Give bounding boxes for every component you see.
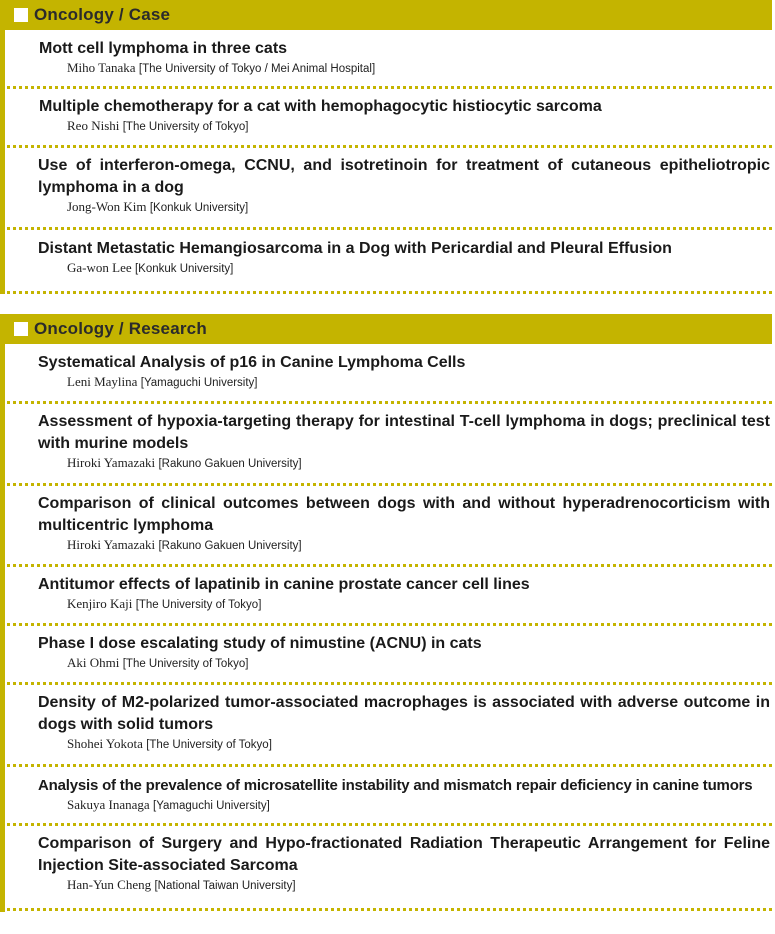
author-affiliation: [Yamaguchi University] [153, 800, 270, 812]
entry-author [38, 374, 772, 391]
author-affiliation: [Yamaguchi University] [140, 377, 258, 389]
author-affiliation: [Konkuk University] [134, 263, 234, 275]
author-name: Miho Tanaka [67, 60, 136, 75]
author-name: Ga-won Lee [67, 260, 132, 275]
section-header [0, 314, 772, 344]
square-icon [14, 322, 28, 336]
author-affiliation: [The University of Tokyo] [135, 599, 262, 611]
entry-author [38, 199, 772, 216]
entry-title: Systematical Analysis of p16 in Canine Lymphoma Cells [38, 354, 466, 371]
entry-author [38, 736, 772, 753]
entry-author [38, 655, 772, 672]
author-name: Reo Nishi [67, 118, 120, 133]
list-item [5, 30, 772, 89]
entry-title: Use of interferon-omega, CCNU, and isotretinoin for treatment of cutaneous epitheliotropic lymphoma in a dog [38, 157, 770, 196]
entry-title: Assessment of hypoxia-targeting therapy for intestinal T-cell lymphoma in dogs; preclinical test with murine models [38, 413, 770, 452]
list-item [5, 404, 772, 486]
author-affiliation: [National Taiwan University] [154, 880, 296, 892]
list-item [5, 626, 772, 685]
entry-title: Phase I dose escalating study of nimustine (ACNU) in cats [38, 635, 482, 652]
list-item [5, 344, 772, 404]
author-affiliation: [The University of Tokyo] [122, 121, 249, 133]
section-oncology-research [0, 314, 772, 912]
author-affiliation: [The University of Tokyo / Mei Animal Hospital] [138, 63, 376, 75]
list-item [5, 89, 772, 148]
section-oncology-case [0, 0, 772, 294]
entry-title: Density of M2-polarized tumor-associated macrophages is associated with adverse outcome in dogs with solid tumors [38, 694, 770, 733]
entry-title: Distant Metastatic Hemangiosarcoma in a Dog with Pericardial and Pleural Effusion [38, 240, 672, 257]
author-name: Sakuya Inanaga [67, 797, 150, 812]
entry-title: Comparison of Surgery and Hypo-fractionated Radiation Therapeutic Arrangement for Feline Injection Site-associated Sarcoma [38, 835, 770, 874]
entry-author [38, 537, 772, 554]
section-header [0, 0, 772, 30]
entry-author [38, 596, 772, 613]
entry-author [38, 877, 772, 894]
author-name: Jong-Won Kim [67, 199, 147, 214]
entry-title: Analysis of the prevalence of microsatellite instability and mismatch repair deficiency in canine tumors [38, 777, 753, 794]
entry-author [38, 60, 772, 77]
author-name: Han-Yun Cheng [67, 877, 152, 892]
list-item [5, 767, 772, 826]
author-affiliation: [Rakuno Gakuen University] [158, 540, 302, 552]
list-item [5, 230, 772, 294]
author-name: Aki Ohmi [67, 655, 120, 670]
entry-author [38, 797, 772, 814]
list-item [5, 685, 772, 767]
author-name: Hiroki Yamazaki [67, 537, 156, 552]
author-name: Hiroki Yamazaki [67, 455, 156, 470]
entry-title: Antitumor effects of lapatinib in canine prostate cancer cell lines [38, 576, 530, 593]
author-name: Shohei Yokota [67, 736, 143, 751]
entry-title: Multiple chemotherapy for a cat with hemophagocytic histiocytic sarcoma [39, 98, 602, 115]
section-title: Oncology / Case [34, 5, 171, 24]
section-title: Oncology / Research [34, 319, 207, 338]
author-affiliation: [The University of Tokyo] [146, 739, 272, 751]
author-name: Kenjiro Kaji [67, 596, 133, 611]
entry-author [38, 455, 772, 472]
entry-author [38, 118, 772, 135]
list-item [5, 148, 772, 230]
square-icon [14, 8, 28, 22]
author-affiliation: [Rakuno Gakuen University] [158, 458, 302, 470]
author-affiliation: [The University of Tokyo] [122, 658, 249, 670]
list-item [5, 567, 772, 626]
list-item [5, 486, 772, 567]
author-affiliation: [Konkuk University] [149, 202, 249, 214]
entry-title: Mott cell lymphoma in three cats [39, 40, 288, 57]
entry-title: Comparison of clinical outcomes between dogs with and without hyperadrenocorticism with multicentric lymphoma [38, 495, 770, 534]
author-name: Leni Maylina [67, 374, 138, 389]
list-item [5, 826, 772, 911]
entry-author [38, 260, 772, 277]
